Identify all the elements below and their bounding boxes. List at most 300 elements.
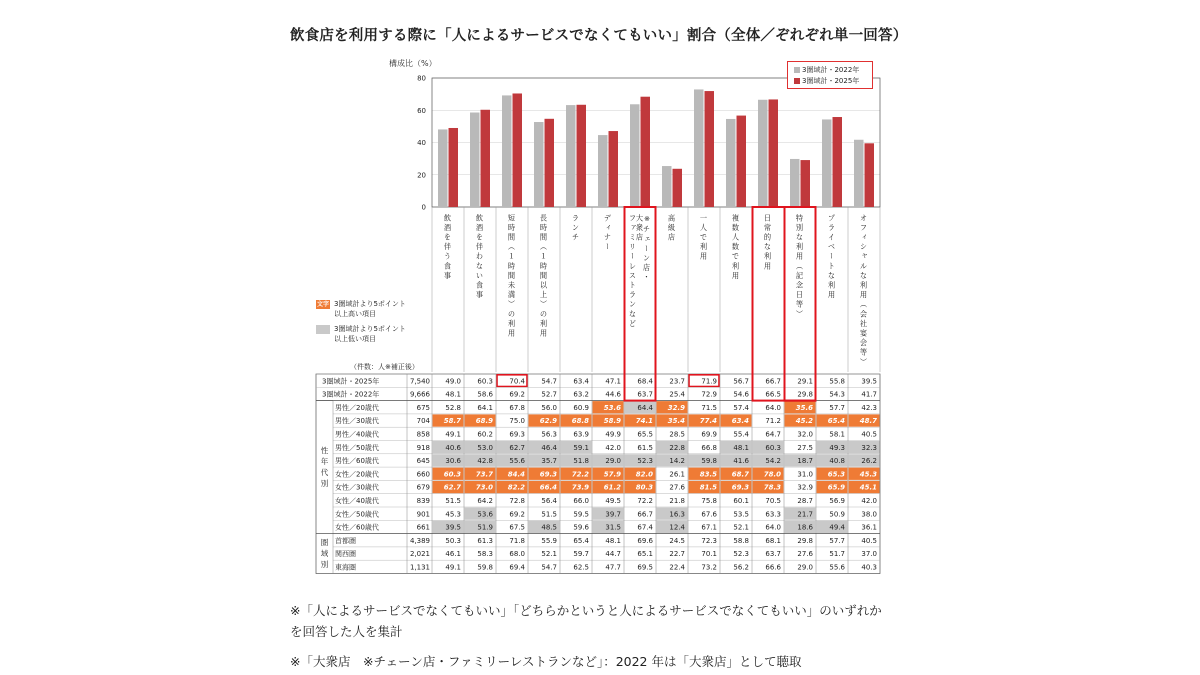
cell-value: 29.8 [797, 390, 813, 399]
cell-value: 57.7 [829, 403, 845, 412]
note-2: ※「大衆店 ※チェーン店・ファミリーレストランなど」：2022 年は「大衆店」として聴取 [290, 654, 802, 669]
cell-value: 71.9 [701, 377, 717, 386]
count-label: （件数：人※補正後） [350, 363, 419, 371]
cell-value: 67.5 [509, 523, 525, 532]
cell-value: 65.5 [637, 430, 653, 439]
cell-value: 49.9 [605, 430, 621, 439]
cell-value: 58.8 [733, 536, 749, 545]
cell-value: 63.3 [765, 510, 781, 519]
row-count: 858 [416, 430, 430, 439]
cell-value: 39.5 [445, 523, 461, 532]
group-label: 圏域別 [320, 538, 329, 570]
cell-value: 66.5 [765, 390, 781, 399]
cell-value: 81.5 [699, 483, 717, 492]
legend-label-2022: 3圏域計・2022年 [802, 66, 860, 74]
cell-value: 70.4 [509, 377, 525, 386]
cell-value: 52.1 [733, 523, 749, 532]
cell-value: 12.4 [669, 523, 685, 532]
category-label: 短時間︵１時間未満︶の利用 [507, 214, 517, 339]
cell-value: 62.5 [573, 563, 589, 572]
bar-2022 [502, 95, 512, 207]
cell-value: 71.2 [765, 417, 781, 426]
row-count: 2,021 [409, 550, 430, 559]
y-tick-label: 80 [417, 74, 426, 83]
bar-2022 [438, 129, 448, 207]
cell-value: 67.8 [509, 403, 525, 412]
cell-value: 35.7 [541, 457, 557, 466]
cell-value: 52.3 [637, 457, 653, 466]
category-label: 長時間︵１時間以上︶の利用 [539, 214, 549, 339]
row-label: 3圏域計・2025年 [322, 377, 380, 386]
cell-value: 77.4 [699, 417, 717, 426]
bar-2022 [854, 140, 864, 207]
cell-value: 73.9 [571, 483, 589, 492]
row-label: 男性／60歳代 [335, 457, 379, 466]
bar-2022 [566, 105, 576, 207]
cell-value: 54.6 [733, 390, 749, 399]
cell-value: 18.6 [797, 523, 813, 532]
cell-value: 83.5 [699, 470, 717, 479]
cell-value: 55.8 [829, 377, 845, 386]
cell-value: 69.6 [637, 536, 653, 545]
cell-value: 46.4 [541, 443, 557, 452]
cell-value: 65.4 [573, 536, 589, 545]
cell-value: 62.7 [509, 443, 525, 452]
cell-value: 29.0 [605, 457, 621, 466]
cell-value: 26.2 [861, 457, 877, 466]
row-label: 3圏域計・2022年 [322, 390, 380, 399]
bar-2025 [577, 105, 587, 207]
cell-value: 42.0 [605, 443, 621, 452]
cell-value: 57.9 [603, 470, 621, 479]
cell-value: 72.2 [637, 497, 653, 505]
cell-value: 63.4 [731, 417, 749, 426]
cell-value: 42.3 [861, 403, 877, 412]
row-label: 男性／40歳代 [335, 430, 379, 439]
cell-value: 21.8 [669, 497, 685, 505]
bar-2025 [481, 110, 491, 207]
cell-value: 49.3 [829, 443, 845, 452]
bar-2025 [673, 169, 683, 207]
cell-value: 66.7 [765, 377, 781, 386]
bar-2025 [641, 97, 651, 207]
cell-value: 59.7 [573, 550, 589, 559]
row-count: 675 [416, 403, 430, 412]
legend-item-2025 [794, 76, 859, 86]
cell-value: 41.6 [733, 457, 749, 466]
bar-2025 [833, 117, 843, 207]
row-count: 839 [416, 497, 430, 505]
cell-value: 54.2 [765, 457, 781, 466]
cell-value: 63.2 [573, 390, 589, 399]
y-tick-label: 60 [417, 106, 426, 115]
category-label: ランチ [571, 214, 581, 243]
bar-2022 [790, 159, 800, 207]
cell-value: 64.2 [477, 497, 493, 505]
cell-value: 47.7 [605, 563, 621, 572]
row-label: 女性／40歳代 [335, 497, 379, 505]
cell-value: 54.7 [541, 377, 557, 386]
bar-2022 [726, 119, 736, 207]
bar-2022 [694, 89, 704, 207]
cell-value: 68.4 [637, 377, 653, 386]
category-label: 特別な利用︵記念日等︶ [795, 214, 805, 320]
category-label: オフィシャルな利用︵会社宴会等︶ [859, 214, 869, 368]
cell-value: 28.5 [669, 430, 685, 439]
cell-value: 69.3 [731, 483, 749, 492]
key-low-label-1: 3圏域計より5ポイント [334, 325, 406, 333]
bar-2022 [598, 135, 608, 207]
cell-value: 48.1 [445, 390, 461, 399]
category-label: 日常的な利用 [763, 214, 773, 272]
cell-value: 68.1 [765, 536, 781, 545]
cell-value: 63.4 [573, 377, 589, 386]
cell-value: 60.3 [765, 443, 781, 452]
cell-value: 58.9 [603, 417, 621, 426]
cell-value: 69.4 [509, 563, 525, 572]
cell-value: 68.0 [509, 550, 525, 559]
cell-value: 29.1 [797, 377, 813, 386]
cell-value: 69.9 [701, 430, 717, 439]
cell-value: 22.7 [669, 550, 685, 559]
cell-value: 73.0 [475, 483, 493, 492]
cell-value: 45.3 [445, 510, 461, 519]
cell-value: 60.9 [573, 403, 589, 412]
cell-value: 32.9 [797, 483, 813, 492]
cell-value: 16.3 [669, 510, 685, 519]
cell-value: 49.0 [445, 377, 461, 386]
cell-value: 38.0 [861, 510, 877, 519]
category-label: プライベートな利用 [827, 214, 837, 301]
category-label: 高級店 [667, 214, 677, 243]
cell-value: 70.5 [765, 497, 781, 505]
cell-value: 42.0 [861, 497, 877, 505]
cell-value: 36.1 [861, 523, 877, 532]
cell-value: 27.6 [797, 550, 813, 559]
bar-2025 [545, 119, 555, 207]
row-count: 901 [416, 510, 430, 519]
cell-value: 49.1 [445, 563, 461, 572]
cell-value: 72.2 [571, 470, 589, 479]
cell-value: 61.5 [637, 443, 653, 452]
row-label: 女性／50歳代 [335, 510, 379, 519]
cell-value: 60.1 [733, 497, 749, 505]
bar-2022 [758, 100, 768, 207]
bar-2022 [534, 122, 544, 207]
cell-value: 64.4 [637, 403, 653, 412]
cell-value: 49.5 [605, 497, 621, 505]
cell-value: 51.8 [573, 457, 589, 466]
cell-value: 32.3 [861, 443, 877, 452]
cell-value: 51.5 [445, 497, 461, 505]
cell-value: 59.8 [701, 457, 717, 466]
cell-value: 53.6 [603, 403, 621, 412]
cell-value: 68.9 [475, 417, 493, 426]
legend-item-2022 [794, 65, 859, 75]
bar-2022 [630, 104, 640, 207]
cell-value: 28.7 [797, 497, 813, 505]
cell-value: 66.4 [539, 483, 557, 492]
cell-value: 69.3 [539, 470, 557, 479]
chart-title: 飲食店を利用する際に「人によるサービスでなくてもいい」割合（全体／ぞれぞれ単一回答） [290, 28, 908, 44]
key-high-label [334, 299, 406, 319]
cell-value: 59.8 [477, 563, 493, 572]
cell-value: 18.7 [797, 457, 813, 466]
cell-value: 51.9 [477, 523, 493, 532]
category-label: ディナー [603, 214, 613, 253]
group-label: 性年代別 [320, 446, 329, 489]
cell-value: 66.7 [637, 510, 653, 519]
cell-value: 54.7 [541, 563, 557, 572]
row-count: 918 [416, 443, 430, 452]
cell-value: 80.3 [635, 483, 653, 492]
cell-value: 52.1 [541, 550, 557, 559]
legend [787, 61, 873, 89]
row-count: 7,540 [409, 377, 430, 386]
cell-value: 53.0 [477, 443, 493, 452]
cell-value: 58.6 [477, 390, 493, 399]
category-label: 飲酒を伴う食事 [443, 214, 453, 282]
cell-value: 52.7 [541, 390, 557, 399]
note-1: ※「人によるサービスでなくてもいい」「どちらかというと人によるサービスでなくてもいい」のいずれか [290, 603, 882, 618]
cell-value: 75.0 [509, 417, 525, 426]
cell-value: 82.2 [507, 483, 525, 492]
cell-value: 60.3 [477, 377, 493, 386]
cell-value: 58.1 [829, 430, 845, 439]
cell-value: 64.1 [477, 403, 493, 412]
cell-value: 26.1 [669, 470, 685, 479]
cell-value: 39.7 [605, 510, 621, 519]
row-count: 9,666 [409, 390, 430, 399]
cell-value: 53.6 [477, 510, 493, 519]
cell-value: 40.5 [861, 536, 877, 545]
cell-value: 52.3 [733, 550, 749, 559]
legend-label-2025: 3圏域計・2025年 [802, 77, 860, 85]
cell-value: 31.5 [605, 523, 621, 532]
row-count: 704 [416, 417, 430, 426]
row-label: 女性／30歳代 [335, 483, 379, 492]
cell-value: 35.4 [667, 417, 685, 426]
legend-swatch-2022 [794, 67, 800, 73]
cell-value: 48.1 [733, 443, 749, 452]
cell-value: 68.7 [731, 470, 749, 479]
cell-value: 25.4 [669, 390, 685, 399]
cell-value: 45.2 [795, 417, 813, 426]
cell-value: 59.5 [573, 510, 589, 519]
cell-value: 78.0 [763, 470, 781, 479]
cell-value: 30.6 [445, 457, 461, 466]
cell-value: 41.7 [861, 390, 877, 399]
cell-value: 51.7 [829, 550, 845, 559]
cell-value: 84.4 [507, 470, 525, 479]
cell-value: 23.7 [669, 377, 685, 386]
cell-value: 48.1 [605, 536, 621, 545]
row-label: 東海圏 [335, 563, 356, 572]
bar-2025 [705, 91, 715, 207]
bar-2025 [801, 160, 811, 207]
category-label: 大衆店 [635, 214, 645, 243]
cell-value: 64.0 [765, 523, 781, 532]
bar-2022 [822, 119, 832, 207]
cell-value: 71.5 [701, 403, 717, 412]
row-label: 関西圏 [335, 550, 356, 559]
cell-value: 67.1 [701, 523, 717, 532]
cell-value: 47.1 [605, 377, 621, 386]
cell-value: 55.4 [733, 430, 749, 439]
cell-value: 21.7 [797, 510, 813, 519]
cell-value: 49.4 [829, 523, 845, 532]
cell-value: 56.4 [541, 497, 557, 505]
row-count: 660 [416, 470, 430, 479]
bar-2025 [609, 131, 619, 207]
cell-value: 69.3 [509, 430, 525, 439]
category-label: 複数人数で利用 [731, 214, 741, 282]
cell-value: 65.3 [827, 470, 845, 479]
key-high-swatch: 文字 [316, 301, 329, 308]
cell-value: 82.0 [635, 470, 653, 479]
cell-value: 55.6 [829, 563, 845, 572]
note-1-cont: を回答した人を集計 [290, 624, 403, 639]
y-tick-label: 40 [417, 139, 426, 147]
cell-value: 49.1 [445, 430, 461, 439]
row-label: 男性／50歳代 [335, 443, 379, 452]
bar-2025 [513, 93, 523, 207]
cell-value: 70.1 [701, 550, 717, 559]
bar-2022 [662, 166, 672, 207]
cell-value: 61.2 [603, 483, 621, 492]
cell-value: 56.7 [733, 377, 749, 386]
cell-value: 22.4 [669, 563, 685, 572]
cell-value: 50.3 [445, 536, 461, 545]
cell-value: 56.0 [541, 403, 557, 412]
cell-value: 44.7 [605, 550, 621, 559]
cell-value: 56.9 [829, 497, 845, 505]
row-label: 男性／30歳代 [335, 417, 379, 426]
cell-value: 74.1 [635, 417, 653, 426]
row-label: 首都圏 [335, 536, 356, 545]
cell-value: 69.5 [637, 563, 653, 572]
cell-value: 69.2 [509, 510, 525, 519]
row-label: 女性／60歳代 [335, 523, 379, 532]
cell-value: 40.3 [861, 563, 877, 572]
y-tick-label: 0 [421, 203, 426, 212]
bar-2022 [470, 113, 480, 207]
cell-value: 63.9 [573, 430, 589, 439]
bar-2025 [769, 99, 779, 207]
row-count: 645 [416, 457, 430, 466]
cell-value: 40.8 [829, 457, 845, 466]
cell-value: 31.0 [797, 470, 813, 479]
row-count: 661 [416, 523, 430, 532]
cell-value: 27.6 [669, 483, 685, 492]
cell-value: 65.1 [637, 550, 653, 559]
cell-value: 69.2 [509, 390, 525, 399]
cell-value: 72.9 [701, 390, 717, 399]
key-low-label-2: 以上低い項目 [334, 335, 376, 343]
cell-value: 14.2 [669, 457, 685, 466]
cell-value: 48.5 [541, 523, 557, 532]
cell-value: 54.3 [829, 390, 845, 399]
cell-value: 64.7 [765, 430, 781, 439]
cell-value: 60.2 [477, 430, 493, 439]
cell-value: 29.0 [797, 563, 813, 572]
cell-value: 61.3 [477, 536, 493, 545]
cell-value: 42.8 [477, 457, 493, 466]
cell-value: 22.8 [669, 443, 685, 452]
bar-2025 [737, 116, 747, 207]
cell-value: 32.9 [667, 403, 685, 412]
category-label-extra: ファミリーレストランなど [628, 214, 638, 330]
row-label: 男性／20歳代 [335, 403, 379, 412]
cell-value: 39.5 [861, 377, 877, 386]
cell-value: 58.3 [477, 550, 493, 559]
cell-value: 64.0 [765, 403, 781, 412]
cell-value: 46.1 [445, 550, 461, 559]
cell-value: 71.8 [509, 536, 525, 545]
cell-value: 75.8 [701, 497, 717, 505]
cell-value: 68.8 [571, 417, 589, 426]
cell-value: 29.8 [797, 536, 813, 545]
bar-2025 [865, 143, 875, 207]
cell-value: 67.4 [637, 523, 653, 532]
cell-value: 58.7 [443, 417, 461, 426]
cell-value: 48.7 [859, 417, 877, 426]
cell-value: 72.8 [509, 497, 525, 505]
cell-value: 57.7 [829, 536, 845, 545]
cell-value: 59.6 [573, 523, 589, 532]
bar-2025 [449, 128, 459, 207]
row-count: 679 [416, 483, 430, 492]
cell-value: 66.6 [765, 563, 781, 572]
row-count: 1,131 [409, 563, 430, 572]
cell-value: 65.9 [827, 483, 845, 492]
category-label-extra: ※チェーン店・ [642, 214, 652, 283]
y-axis-label: 構成比（%） [389, 59, 437, 68]
cell-value: 73.7 [475, 470, 493, 479]
cell-value: 73.2 [701, 563, 717, 572]
cell-value: 67.6 [701, 510, 717, 519]
cell-value: 35.6 [795, 403, 813, 412]
cell-value: 45.3 [859, 470, 877, 479]
cell-value: 32.0 [797, 430, 813, 439]
cell-value: 78.3 [763, 483, 781, 492]
key-high-label-1: 3圏域計より5ポイント [334, 300, 406, 308]
cell-value: 50.9 [829, 510, 845, 519]
cell-value: 55.6 [509, 457, 525, 466]
cell-value: 40.6 [445, 443, 461, 452]
row-label: 女性／20歳代 [335, 470, 379, 479]
cell-value: 37.0 [861, 550, 877, 559]
cell-value: 66.8 [701, 443, 717, 452]
cell-value: 65.4 [827, 417, 845, 426]
key-high-label-2: 以上高い項目 [334, 310, 376, 318]
cell-value: 55.9 [541, 536, 557, 545]
legend-swatch-2025 [794, 78, 800, 84]
cell-value: 44.6 [605, 390, 621, 399]
row-count: 4,389 [409, 536, 430, 545]
category-label: 飲酒を伴わない食事 [475, 214, 485, 301]
cell-value: 45.1 [859, 483, 877, 492]
category-label: 一人で利用 [699, 214, 709, 262]
cell-value: 27.5 [797, 443, 813, 452]
cell-value: 62.7 [443, 483, 461, 492]
cell-value: 63.7 [765, 550, 781, 559]
cell-value: 62.9 [539, 417, 557, 426]
cell-value: 24.5 [669, 536, 685, 545]
cell-value: 56.2 [733, 563, 749, 572]
cell-value: 72.3 [701, 536, 717, 545]
cell-value: 56.3 [541, 430, 557, 439]
